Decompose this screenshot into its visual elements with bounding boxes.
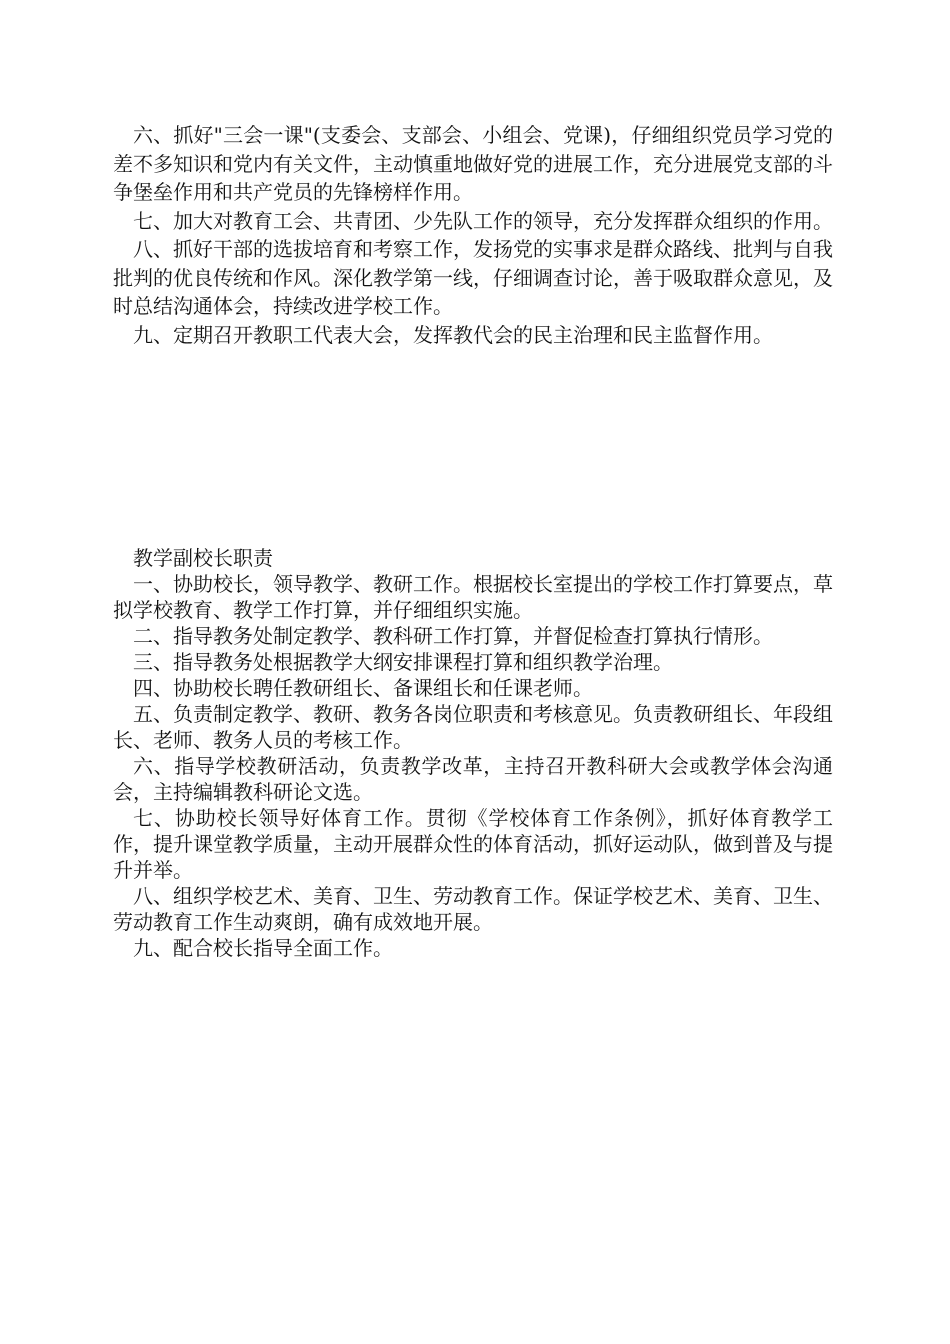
- duty-item: 三、指导教务处根据教学大纲安排课程打算和组织教学治理。: [133, 650, 673, 674]
- duty-item: 四、协助校长聘任教研组长、备课组长和任课老师。: [133, 676, 593, 700]
- duty-item: 八、组织学校艺术、美育、卫生、劳动教育工作。保证学校艺术、美育、卫生、劳动教育工作生动爽朗，确有成效地开展。: [113, 884, 833, 934]
- duty-item: 二、指导教务处制定教学、教科研工作打算，并督促检查打算执行情形。: [133, 624, 773, 648]
- paragraph-eight: 八、抓好干部的选拔培育和考察工作，发扬党的实事求是群众路线、批判与自我批判的优良传统和作风。深化教学第一线，仔细调查讨论，善于吸取群众意见，及时总结沟通体会，持续改进学校工作。: [113, 237, 833, 318]
- party-duties-section: [113, 121, 833, 349]
- vice-principal-duties-section: [113, 545, 833, 961]
- duty-item: 一、协助校长，领导教学、教研工作。根据校长室提出的学校工作打算要点，草拟学校教育、教学工作打算，并仔细组织实施。: [113, 572, 833, 622]
- duty-item: 七、协助校长领导好体育工作。贯彻《学校体育工作条例》，抓好体育教学工作，提升课堂教学质量，主动开展群众性的体育活动，抓好运动队，做到普及与提升并举。: [113, 806, 833, 882]
- section-title: 教学副校长职责: [133, 546, 273, 570]
- paragraph-six: 六、抓好"三会一课"(支委会、支部会、小组会、党课)，仔细组织党员学习党的差不多知识和党内有关文件，主动慎重地做好党的进展工作，充分进展党支部的斗争堡垒作用和共产党员的先锋榜样作用。: [113, 123, 833, 204]
- duty-item: 五、负责制定教学、教研、教务各岗位职责和考核意见。负责教研组长、年段组长、老师、教务人员的考核工作。: [113, 702, 833, 752]
- paragraph-nine: 九、定期召开教职工代表大会，发挥教代会的民主治理和民主监督作用。: [133, 322, 773, 347]
- duty-item: 九、配合校长指导全面工作。: [133, 936, 393, 960]
- paragraph-seven: 七、加大对教育工会、共青团、少先队工作的领导，充分发挥群众组织的作用。: [133, 208, 833, 233]
- duty-item: 六、指导学校教研活动，负责教学改革，主持召开教科研大会或教学体会沟通会，主持编辑教科研论文选。: [113, 754, 833, 804]
